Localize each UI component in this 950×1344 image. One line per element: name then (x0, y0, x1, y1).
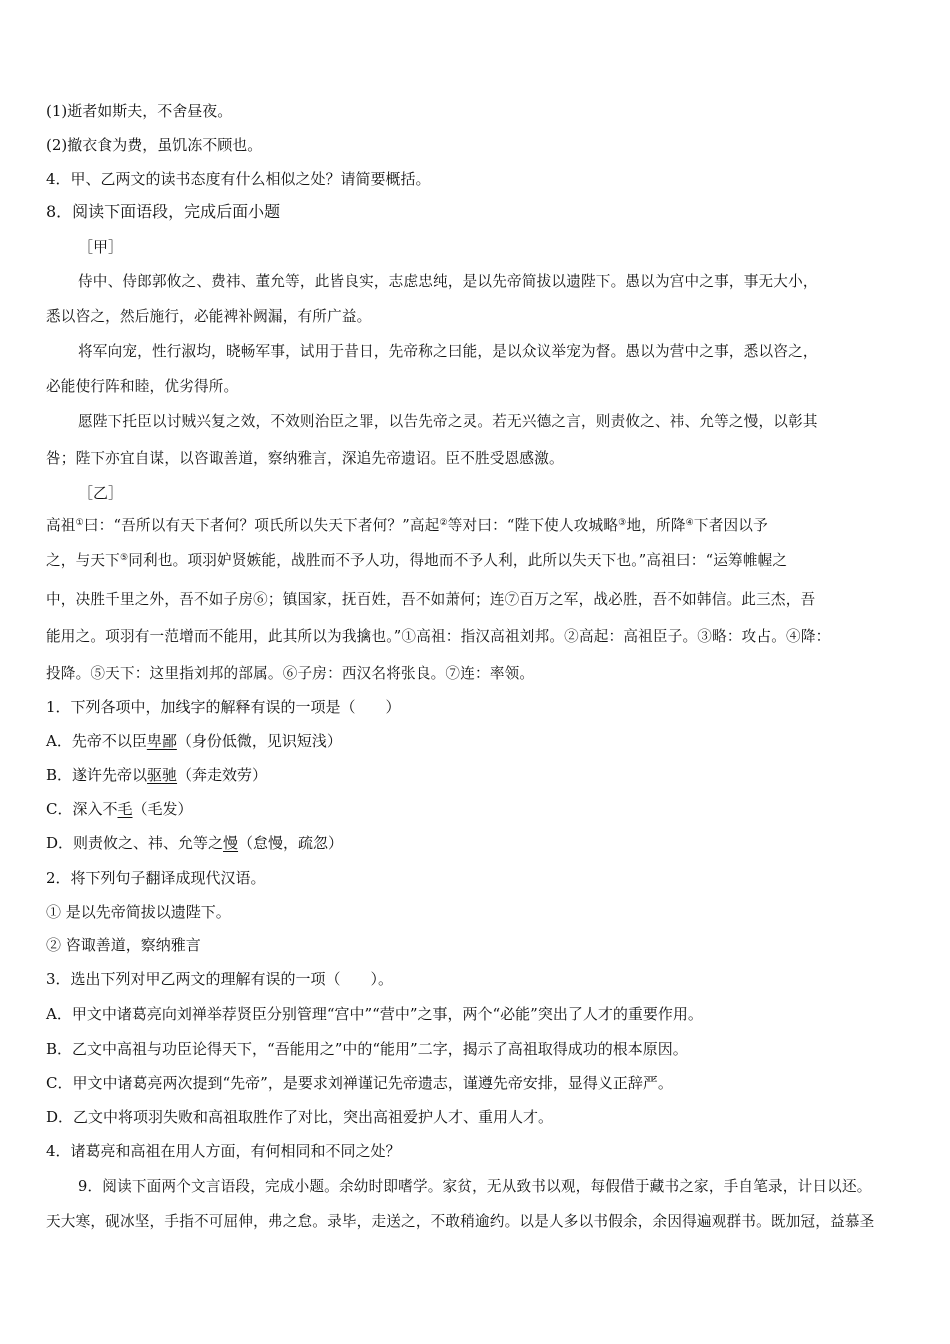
footnote-ref: ② (439, 518, 448, 528)
question-2-stem: 2．将下列句子翻译成现代汉语。 (46, 869, 266, 887)
yi-line-5: 投降。⑤天下：这里指刘邦的部属。⑥子房：西汉名将张良。⑦连：率领。 (46, 665, 535, 682)
footnote-ref: ③ (618, 518, 627, 528)
question-3-option-c: C．甲文中诸葛亮两次提到“先帝”，是要求刘禅谨记先帝遗志，谨遵先帝安排，显得义正辞严。 (46, 1074, 673, 1092)
jia-label: ［甲］ (78, 238, 124, 256)
yi-line-1: 高祖①曰：“吾所以有天下者何？项氏所以失天下者何？”高起②等对曰：“陛下使人攻城略③地，所降④下者因以予 (46, 517, 768, 534)
prev-question-4: 4．甲、乙两文的读书态度有什么相似之处？请简要概括。 (46, 170, 431, 188)
section-9-line-1: 9．阅读下面两个文言语段，完成小题。余幼时即嗜学。家贫，无从致书以观，每假借于藏书之家，手自笔录，计日以还。 (78, 1178, 872, 1195)
yi-label: ［乙］ (78, 484, 124, 502)
footnote-ref: ① (75, 518, 84, 528)
underlined-word: 毛 (117, 800, 133, 818)
question-1-option-d: D．则责攸之、祎、允等之慢（怠慢，疏忽） (46, 834, 344, 852)
underlined-word: 慢 (223, 834, 239, 852)
question-2-sentence-1: ① 是以先帝简拔以遗陛下。 (46, 903, 231, 921)
jia-paragraph-2-line-2: 必能使行阵和睦，优劣得所。 (46, 378, 239, 395)
jia-paragraph-3-line-2: 咎；陛下亦宜自谋，以咨诹善道，察纳雅言，深追先帝遗诏。臣不胜受恩感激。 (46, 450, 564, 467)
jia-paragraph-1-line-1: 侍中、侍郎郭攸之、费祎、董允等，此皆良实，志虑忠纯，是以先帝简拔以遗陛下。愚以为宫中之事，事无大小， (78, 273, 818, 290)
underlined-word: 驱驰 (147, 766, 178, 784)
jia-paragraph-1-line-2: 悉以咨之，然后施行，必能裨补阙漏，有所广益。 (46, 308, 372, 325)
question-1-stem: 1．下列各项中，加线字的解释有误的一项是（ ） (46, 698, 401, 716)
prev-translation-2: (2)撤衣食为费，虽饥冻不顾也。 (46, 136, 263, 154)
jia-paragraph-2-line-1: 将军向宠，性行淑均，晓畅军事，试用于昔日，先帝称之曰能，是以众议举宠为督。愚以为营中之事，悉以咨之， (78, 343, 818, 360)
footnote-ref: ⑤ (119, 553, 129, 563)
section-9-line-2: 天大寒，砚冰坚，手指不可屈伸，弗之怠。录毕，走送之，不敢稍逾约。以是人多以书假余，余因得遍观群书。既加冠，益慕圣 (46, 1213, 875, 1230)
yi-line-4: 能用之。项羽有一范增而不能用，此其所以为我擒也。”①高祖：指汉高祖刘邦。②高起：高祖臣子。③略：攻占。④降： (46, 628, 831, 645)
question-3-option-d: D．乙文中将项羽失败和高祖取胜作了对比，突出高祖爱护人才、重用人才。 (46, 1108, 554, 1126)
question-3-option-b: B．乙文中高祖与功臣论得天下，“吾能用之”中的“能用”二字，揭示了高祖取得成功的根本原因。 (46, 1040, 688, 1058)
question-3-option-a: A．甲文中诸葛亮向刘禅举荐贤臣分别管理“宫中”“营中”之事，两个“必能”突出了人才的重要作用。 (46, 1005, 703, 1023)
section-8-heading: 8．阅读下面语段，完成后面小题 (46, 202, 281, 221)
yi-line-2: 之，与天下⑤同利也。项羽妒贤嫉能，战胜而不予人功，得地而不予人利，此所以失天下也。”高祖曰：“运筹帷幄之 (46, 552, 788, 569)
question-1-option-b: B．遂许先帝以驱驰（奔走效劳） (46, 766, 268, 784)
yi-line-3: 中，决胜千里之外，吾不如子房⑥；镇国家，抚百姓，吾不如萧何；连⑦百万之军，战必胜，吾不如韩信。此三杰，吾 (46, 591, 816, 608)
question-2-sentence-2: ② 咨诹善道，察纳雅言 (46, 936, 201, 954)
question-3-stem: 3．选出下列对甲乙两文的理解有误的一项（ ）。 (46, 970, 394, 988)
underlined-word: 卑鄙 (146, 732, 177, 750)
jia-paragraph-3-line-1: 愿陛下托臣以讨贼兴复之效，不效则治臣之罪，以告先帝之灵。若无兴德之言，则责攸之、祎、允等之慢，以彰其 (78, 413, 818, 430)
footnote-ref: ④ (685, 518, 694, 528)
question-1-option-c: C．深入不毛（毛发） (46, 800, 193, 818)
question-4: 4．诸葛亮和高祖在用人方面，有何相同和不同之处？ (46, 1142, 401, 1160)
question-1-option-a: A．先帝不以臣卑鄙（身份低微，见识短浅） (46, 732, 342, 750)
prev-translation-1: (1)逝者如斯夫，不舍昼夜。 (46, 102, 233, 120)
